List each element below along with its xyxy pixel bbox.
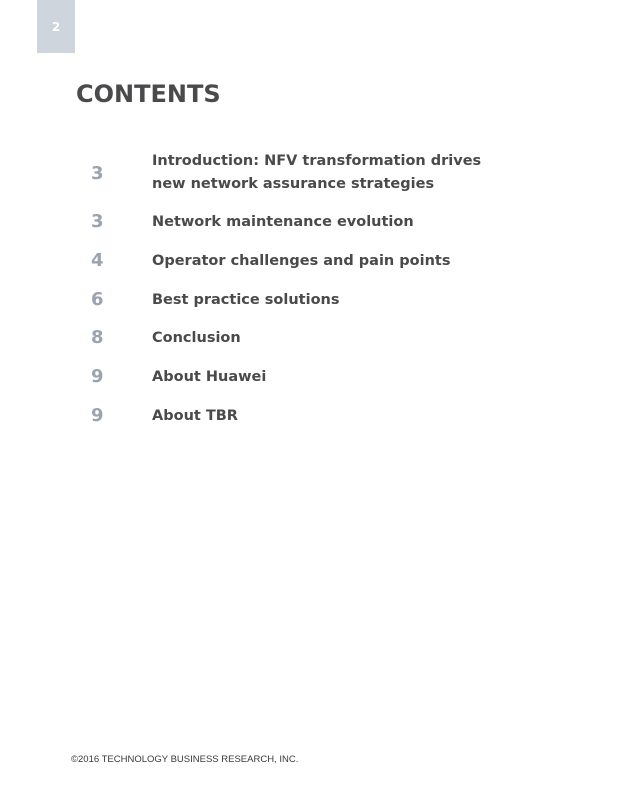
toc-page-number: 6 xyxy=(91,289,104,310)
toc-title: Operator challenges and pain points xyxy=(152,253,451,269)
toc-page-number: 3 xyxy=(91,211,104,232)
toc-page-number: 3 xyxy=(91,163,104,184)
toc-title: About TBR xyxy=(152,408,238,424)
page-number-tab xyxy=(37,0,75,53)
page-title: CONTENTS xyxy=(76,80,221,108)
toc-title: Conclusion xyxy=(152,330,241,346)
copyright-footer: ©2016 TECHNOLOGY BUSINESS RESEARCH, INC. xyxy=(71,754,299,765)
toc-page-number: 4 xyxy=(91,250,104,271)
page-number: 2 xyxy=(51,19,61,34)
toc-page-number: 8 xyxy=(91,327,104,348)
toc-title: Introduction: NFV transformation drives new network assurance strategies xyxy=(152,153,482,192)
toc-title: About Huawei xyxy=(152,369,267,385)
toc-title: Network maintenance evolution xyxy=(152,214,414,230)
toc-page-number: 9 xyxy=(91,405,104,426)
toc-title: Best practice solutions xyxy=(152,292,340,308)
toc-page-number: 9 xyxy=(91,366,104,387)
